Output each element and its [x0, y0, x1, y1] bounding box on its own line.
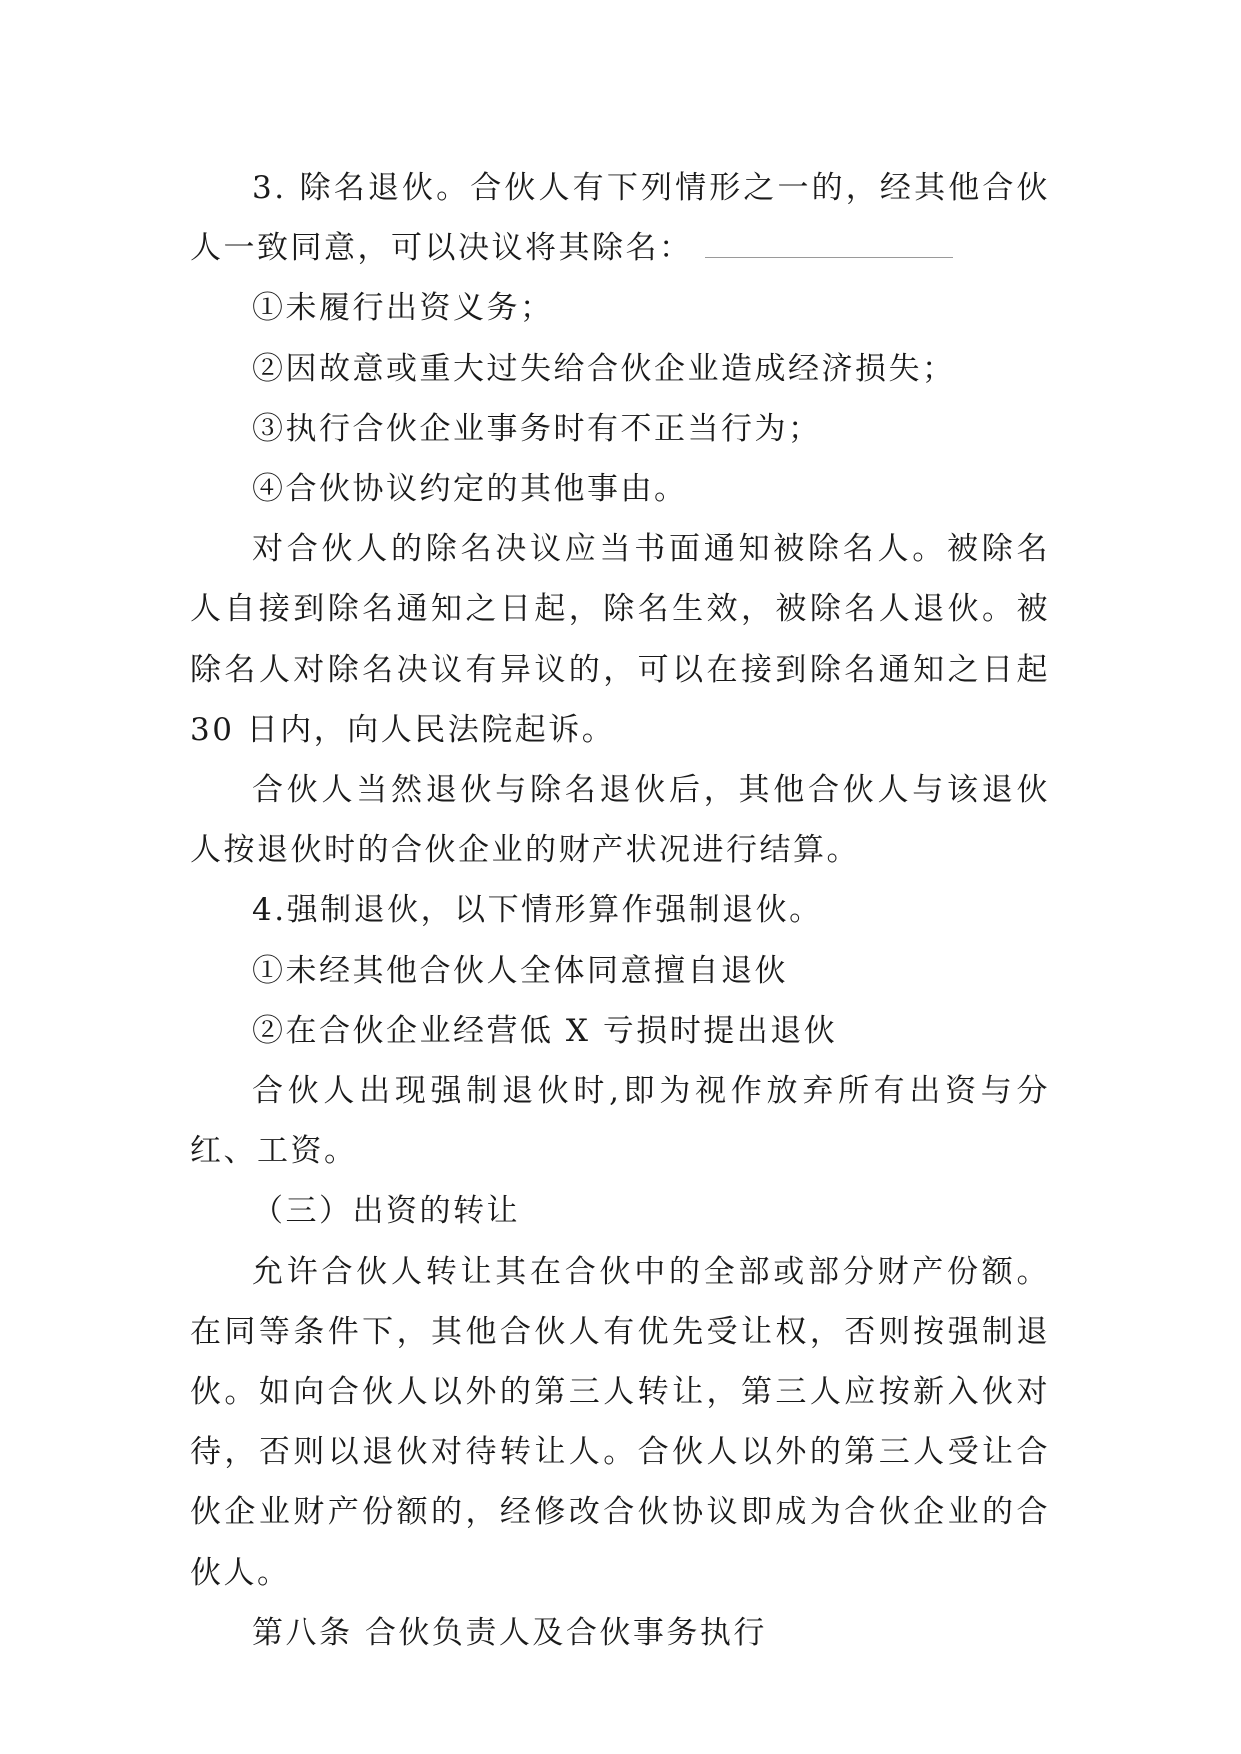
paragraph-expulsion-notice: 对合伙人的除名决议应当书面通知被除名人。被除名人自接到除名通知之日起，除名生效，被除名人退伙。被除名人对除名决议有异议的，可以在接到除名通知之日起 30 日内，向人民法院起诉。	[190, 531, 1050, 748]
list-item-expulsion-reason-4: ④合伙协议约定的其他事由。	[252, 471, 688, 508]
list-item-expulsion-reason-3: ③执行合伙企业事务时有不正当行为；	[252, 410, 822, 447]
paragraph-capital-transfer: 允许合伙人转让其在合伙中的全部或部分财产份额。在同等条件下，其他合伙人有优先受让权，否则按强制退伙。如向合伙人以外的第三人转让，第三人应按新入伙对待，否则以退伙对待转让人。合伙人以外的第三人受让合伙企业财产份额的，经修改合伙协议即成为合伙企业的合伙人。	[190, 1253, 1050, 1591]
section-heading-capital-transfer: （三）出资的转让	[252, 1193, 520, 1230]
paragraph-forced-consequence: 合伙人出现强制退伙时,即为视作放弃所有出资与分红、工资。	[190, 1073, 1050, 1170]
paragraph-settlement: 合伙人当然退伙与除名退伙后，其他合伙人与该退伙人按退伙时的合伙企业的财产状况进行结算。	[190, 772, 1050, 869]
list-item-expulsion-reason-1: ①未履行出资义务；	[252, 290, 554, 327]
article-heading-eight: 第八条 合伙负责人及合伙事务执行	[252, 1614, 767, 1651]
document-body	[190, 158, 1050, 1663]
paragraph-expulsion-withdrawal: 3. 除名退伙。合伙人有下列情形之一的，经其他合伙人一致同意，可以决议将其除名：	[190, 170, 1050, 267]
list-item-expulsion-reason-2: ②因故意或重大过失给合伙企业造成经济损失；	[252, 350, 956, 387]
paragraph-forced-withdrawal: 4.强制退伙，以下情形算作强制退伙。	[252, 892, 823, 929]
list-item-forced-reason-1: ①未经其他合伙人全体同意擅自退伙	[252, 952, 788, 989]
fill-in-blank-line[interactable]	[705, 231, 953, 258]
list-item-forced-reason-2: ②在合伙企业经营低 X 亏损时提出退伙	[252, 1012, 838, 1049]
